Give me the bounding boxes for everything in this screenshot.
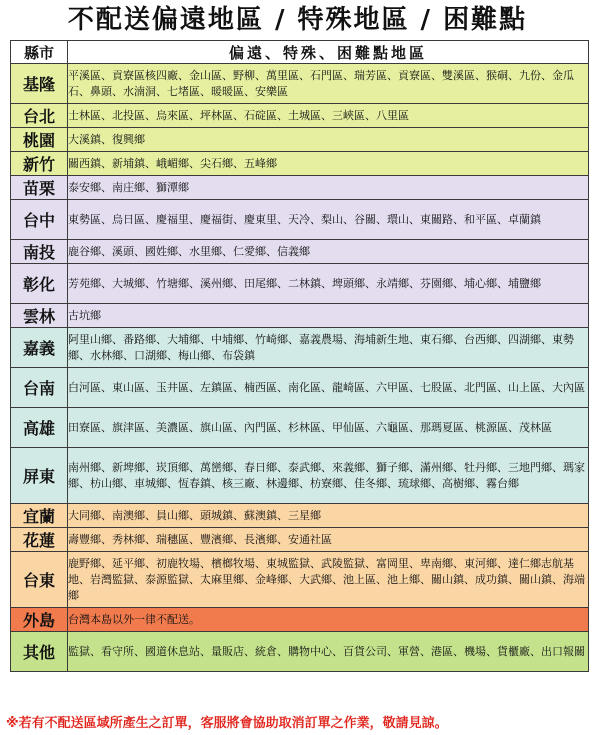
county-cell: 外島 [11,608,68,632]
county-cell: 南投 [11,240,68,264]
table-row [11,128,589,152]
table-row [11,200,589,240]
county-cell: 彰化 [11,264,68,304]
county-cell: 其他 [11,632,68,672]
county-cell: 台東 [11,552,68,608]
areas-cell: 東勢區、烏日區、慶福里、慶福街、慶東里、天冷、梨山、谷關、環山、東關路、和平區、卓蘭鎮 [68,200,589,240]
areas-cell: 大同鄉、南澳鄉、員山鄉、頭城鎮、蘇澳鎮、三星鄉 [68,504,589,528]
county-cell: 嘉義 [11,328,68,368]
table-row [11,632,589,672]
areas-cell: 鹿谷鄉、溪頭、國姓鄉、水里鄉、仁愛鄉、信義鄉 [68,240,589,264]
table-row [11,504,589,528]
areas-cell: 泰安鄉、南庄鄉、獅潭鄉 [68,176,589,200]
table-row [11,104,589,128]
areas-cell: 芳苑鄉、大城鄉、竹塘鄉、溪州鄉、田尾鄉、二林鎮、埤頭鄉、永靖鄉、芬園鄉、埔心鄉、埔鹽鄉 [68,264,589,304]
table-header [11,41,589,64]
areas-cell: 阿里山鄉、番路鄉、大埔鄉、中埔鄉、竹崎鄉、嘉義農場、海埔新生地、東石鄉、台西鄉、四湖鄉、東勢鄉、水林鄉、口湖鄉、梅山鄉、布袋鎮 [68,328,589,368]
county-cell: 基隆 [11,64,68,104]
table-row [11,552,589,608]
county-cell: 花蓮 [11,528,68,552]
county-cell: 高雄 [11,408,68,448]
areas-cell: 田寮區、旗津區、美濃區、旗山區、內門區、杉林區、甲仙區、六龜區、那瑪夏區、桃源區、茂林區 [68,408,589,448]
header-county: 縣市 [11,41,68,64]
table-row [11,176,589,200]
table-row [11,304,589,328]
county-cell: 台北 [11,104,68,128]
header-areas: 偏遠、特殊、困難點地區 [68,41,589,64]
table-row [11,528,589,552]
county-cell: 新竹 [11,152,68,176]
areas-cell: 平溪區、貢寮區核四廠、金山區、野柳、萬里區、石門區、瑞芳區、貢寮區、雙溪區、猴硐、九份、金瓜石、鼻頭、水湳洞、七堵區、暖暖區、安樂區 [68,64,589,104]
table-row [11,264,589,304]
page-title: 不配送偏遠地區 / 特殊地區 / 困難點 [67,5,528,35]
table-row [11,240,589,264]
areas-cell: 鹿野鄉、延平鄉、初鹿牧場、檳榔牧場、東城監獄、武陵監獄、富岡里、卑南鄉、東河鄉、達仁鄉志航基地、岩灣監獄、泰源監獄、太麻里鄉、金峰鄉、大武鄉、池上區、池上鄉、關山鎮、成功鎮、關山鎮、海端鄉 [68,552,589,608]
areas-cell: 台灣本島以外一律不配送。 [68,608,589,632]
table-row [11,608,589,632]
table-row [11,368,589,408]
county-cell: 台南 [11,368,68,408]
areas-cell: 大溪鎮、復興鄉 [68,128,589,152]
footnote: ※若有不配送區域所產生之訂單，客服將會協助取消訂單之作業，敬請見諒。 [6,716,448,731]
county-cell: 桃園 [11,128,68,152]
header-row [11,41,589,64]
county-cell: 苗栗 [11,176,68,200]
county-cell: 宜蘭 [11,504,68,528]
county-cell: 台中 [11,200,68,240]
areas-cell: 白河區、東山區、玉井區、左鎮區、楠西區、南化區、龍崎區、六甲區、七股區、北門區、山上區、大內區 [68,368,589,408]
table-row [11,328,589,368]
table-body [11,64,589,672]
region-table [10,40,589,672]
table-row [11,408,589,448]
areas-cell: 南州鄉、新埤鄉、崁頂鄉、萬巒鄉、春日鄉、泰武鄉、來義鄉、獅子鄉、滿州鄉、牡丹鄉、三地門鄉、瑪家鄉、枋山鄉、車城鄉、恆春鎮、核三廠、林邊鄉、枋寮鄉、佳冬鄉、琉球鄉、高樹鄉、霧台鄉 [68,448,589,504]
county-cell: 雲林 [11,304,68,328]
areas-cell: 關西鎮、新埔鎮、峨嵋鄉、尖石鄉、五峰鄉 [68,152,589,176]
table-row [11,152,589,176]
county-cell: 屏東 [11,448,68,504]
areas-cell: 壽豐鄉、秀林鄉、瑞穗區、豐濱鄉、長濱鄉、安通社區 [68,528,589,552]
areas-cell: 士林區、北投區、烏來區、坪林區、石碇區、土城區、三峽區、八里區 [68,104,589,128]
table-row [11,448,589,504]
areas-cell: 古坑鄉 [68,304,589,328]
areas-cell: 監獄、看守所、國道休息站、量販店、統倉、購物中心、百貨公司、軍營、港區、機場、貨櫃廠、出口報關 [68,632,589,672]
table-row [11,64,589,104]
